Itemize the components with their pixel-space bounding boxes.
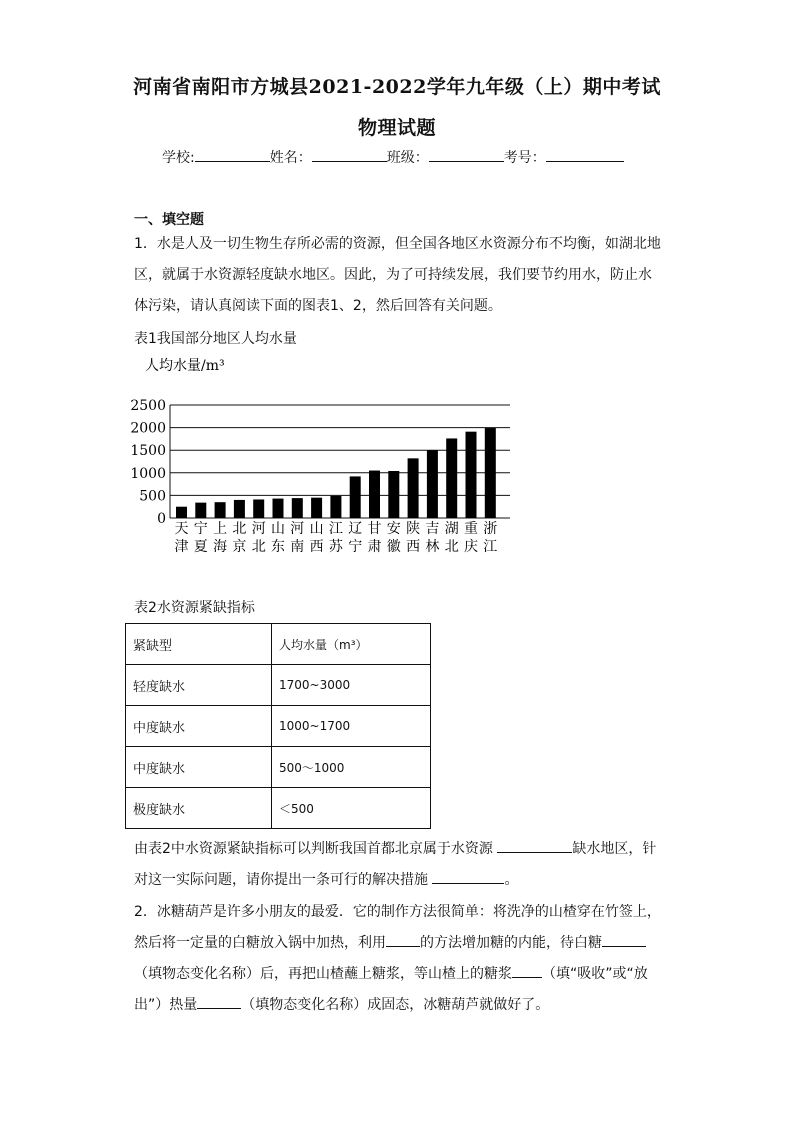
x-tick-label: 山: [309, 521, 324, 537]
bar: [292, 498, 303, 518]
x-tick-label: 津: [174, 539, 189, 555]
table-row: [126, 665, 431, 706]
table-row: [126, 747, 431, 788]
q2-text-1: 2．冰糖葫芦是许多小朋友的最爱．它的制作方法很简单：将洗净的山楂穿在竹签上，然后将一定量的白糖放入锅中加热，利用: [134, 904, 661, 951]
y-axis-label: 人均水量/m³: [145, 358, 225, 374]
school-label: 学校:: [162, 150, 195, 166]
table-cell: 中度缺水: [126, 747, 272, 788]
q2-text-4: （填“吸收”或“放出”）热量: [134, 966, 648, 1013]
table-cell: 中度缺水: [126, 706, 272, 747]
answer-blank: [386, 932, 420, 947]
table1-caption: 表1我国部分地区人均水量: [134, 331, 297, 347]
q1-text-b: 缺水地区，针对这一实际问题，请你提出一条可行的解决措施: [134, 841, 657, 888]
bar: [253, 499, 264, 518]
q1-text-end: 。: [504, 872, 519, 888]
y-tick-label: 0: [157, 511, 166, 527]
bar: [215, 502, 226, 518]
table-header-cell: 紧缺型: [126, 624, 272, 665]
answer-blank: [602, 932, 646, 947]
x-tick-label: 西: [309, 539, 324, 555]
x-tick-label: 北: [232, 521, 247, 537]
answer-blank: [497, 838, 572, 853]
table-row: [126, 706, 431, 747]
table-header-row: [126, 624, 431, 665]
x-tick-label: 安: [386, 521, 401, 537]
x-tick-label: 河: [290, 521, 305, 537]
student-info-row: [162, 147, 624, 167]
bar: [369, 471, 380, 518]
bar: [388, 471, 399, 518]
y-tick-label: 2000: [130, 420, 166, 437]
answer-blank: [197, 994, 241, 1009]
x-tick-label: 江: [483, 539, 498, 555]
class-blank: [429, 147, 504, 162]
table-cell: 500～1000: [272, 747, 431, 788]
bar: [408, 458, 419, 518]
x-tick-label: 陕: [406, 521, 421, 537]
bar: [234, 500, 245, 518]
bar: [330, 496, 341, 518]
x-tick-label: 山: [271, 521, 285, 537]
x-tick-label: 苏: [328, 539, 343, 555]
bar: [485, 428, 496, 518]
x-tick-label: 吉: [425, 521, 440, 537]
x-tick-label: 江: [328, 521, 343, 537]
x-tick-label: 南: [290, 539, 305, 555]
x-tick-label: 京: [232, 539, 247, 555]
x-tick-label: 西: [406, 539, 421, 555]
bar: [350, 476, 361, 518]
x-tick-label: 庆: [464, 539, 478, 555]
x-tick-label: 林: [425, 539, 440, 555]
name-label: 姓名：: [269, 150, 312, 166]
q2-text-3: （填物态变化名称）后，再把山楂蘸上糖浆，等山楂上的糖浆: [134, 966, 512, 982]
x-tick-label: 徽: [386, 539, 401, 555]
x-tick-label: 肃: [367, 539, 382, 555]
q2-text-5: （填物态变化名称）成固态，冰糖葫芦就做好了。: [241, 997, 550, 1013]
table-cell: 轻度缺水: [126, 665, 272, 706]
x-tick-label: 夏: [193, 539, 208, 555]
table-cell: 1000~1700: [272, 706, 431, 747]
table2-caption: 表2水资源紧缺指标: [134, 600, 255, 616]
x-tick-label: 浙: [483, 521, 498, 537]
y-tick-label: 500: [139, 488, 166, 505]
number-blank: [546, 147, 624, 162]
x-tick-label: 海: [213, 539, 228, 555]
table-cell: 1700~3000: [272, 665, 431, 706]
y-tick-label: 1500: [130, 443, 166, 460]
section-title: 一、填空题: [134, 212, 204, 228]
x-tick-label: 甘: [367, 521, 382, 537]
x-tick-label: 宁: [193, 521, 208, 537]
x-tick-label: 湖: [444, 521, 459, 537]
bar: [466, 432, 477, 518]
table-cell: ＜500: [272, 788, 431, 829]
x-tick-label: 北: [251, 539, 266, 555]
bar: [427, 450, 438, 518]
name-blank: [312, 147, 387, 162]
bar: [195, 503, 206, 518]
answer-blank: [512, 963, 542, 978]
water-shortage-table: [125, 623, 431, 829]
bar: [446, 438, 457, 518]
q2-text-2: 的方法增加糖的内能，待白糖: [420, 935, 602, 951]
question-1-prompt: [134, 834, 664, 896]
q1-text-a: 由表2中水资源紧缺指标可以判断我国首都北京属于水资源: [134, 841, 493, 857]
answer-blank: [432, 869, 504, 884]
x-tick-label: 重: [464, 521, 478, 537]
x-tick-label: 上: [213, 521, 228, 537]
table-cell: 极度缺水: [126, 788, 272, 829]
school-blank: [195, 147, 270, 162]
number-label: 考号：: [503, 150, 546, 166]
y-tick-label: 1000: [130, 465, 166, 482]
x-tick-label: 宁: [348, 539, 363, 555]
class-label: 班级：: [386, 150, 429, 166]
bar: [273, 499, 284, 518]
bar: [311, 498, 322, 518]
x-tick-label: 辽: [348, 521, 363, 537]
x-tick-label: 东: [271, 539, 285, 555]
y-tick-label: 2500: [130, 398, 166, 414]
water-per-capita-chart: [120, 350, 540, 560]
x-tick-label: 北: [444, 539, 459, 555]
table-row: [126, 788, 431, 829]
question-2-text: [134, 897, 664, 1021]
bar: [176, 507, 187, 518]
x-tick-label: 河: [251, 521, 266, 537]
x-tick-label: 天: [174, 521, 189, 537]
table-header-cell: 人均水量（m³）: [272, 624, 431, 665]
paper-title-line1: 河南省南阳市方城县2021-2022学年九年级（上）期中考试: [133, 76, 661, 98]
paper-title-line2: 物理试题: [357, 117, 436, 139]
question-1-text: 1．水是人及一切生物生存所必需的资源，但全国各地区水资源分布不均衡，如湖北地区，就属于水资源轻度缺水地区。因此，为了可持续发展，我们要节约用水，防止水体污染，请认真阅读下面的图表1、2，然后回答有关问题。: [134, 236, 661, 314]
